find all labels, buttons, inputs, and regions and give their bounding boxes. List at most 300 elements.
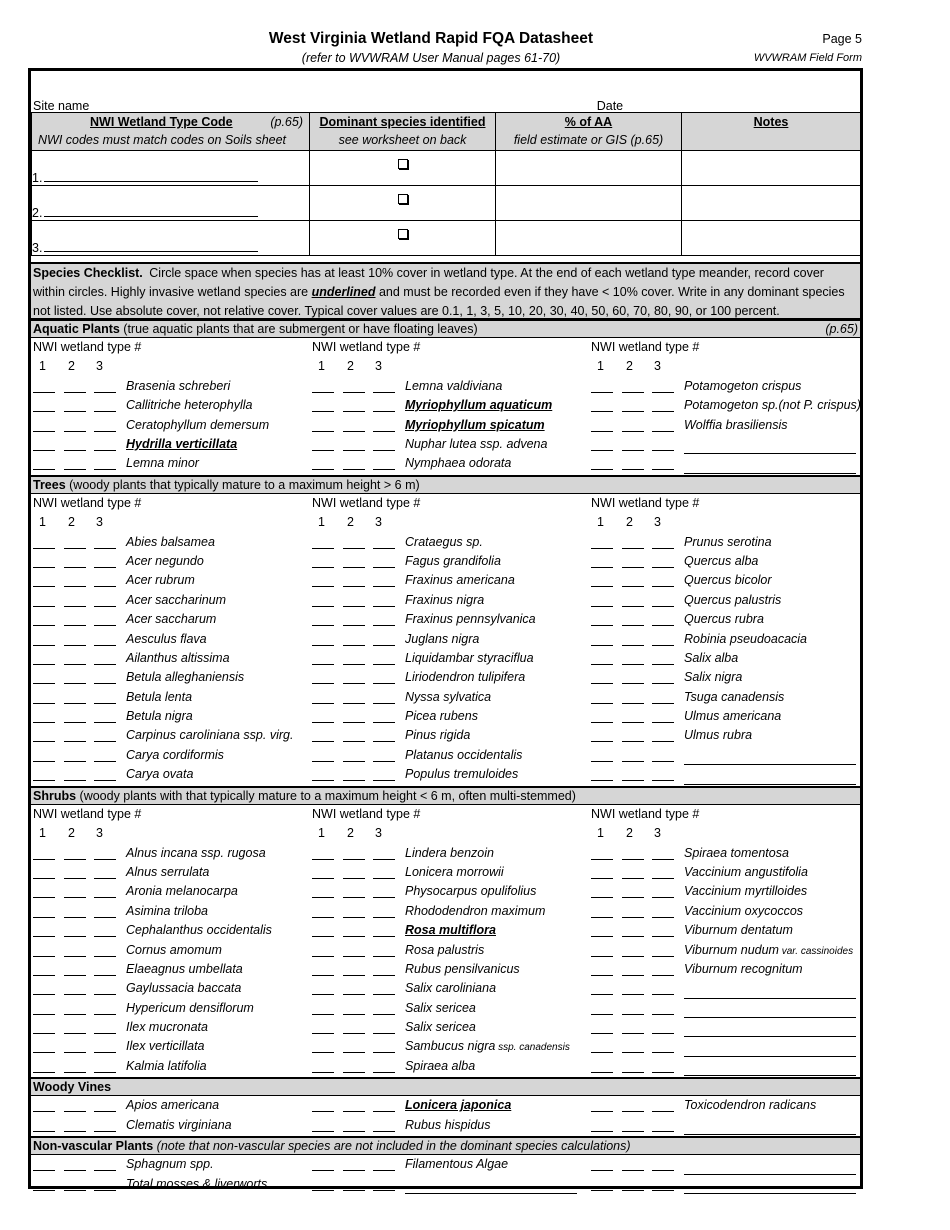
cover-blank[interactable] [373, 411, 395, 412]
cover-blank[interactable] [622, 917, 644, 918]
cover-blank[interactable] [312, 664, 334, 665]
cover-blank[interactable] [591, 1033, 613, 1034]
cover-blank[interactable] [64, 703, 86, 704]
cover-blank[interactable] [622, 1072, 644, 1073]
cover-blank[interactable] [373, 431, 395, 432]
cover-blank[interactable] [652, 567, 674, 568]
cover-blank[interactable] [94, 1190, 116, 1191]
cover-blank[interactable] [373, 761, 395, 762]
cover-blank[interactable] [64, 1072, 86, 1073]
cover-blank[interactable] [622, 450, 644, 451]
cover-blank[interactable] [652, 878, 674, 879]
cover-blank[interactable] [94, 1170, 116, 1171]
cover-blank[interactable] [94, 645, 116, 646]
cover-blank[interactable] [312, 878, 334, 879]
cover-blank[interactable] [591, 431, 613, 432]
cover-blank[interactable] [312, 1111, 334, 1112]
cover-blank[interactable] [591, 392, 613, 393]
cover-blank[interactable] [373, 392, 395, 393]
cover-blank[interactable] [94, 683, 116, 684]
cover-blank[interactable] [622, 878, 644, 879]
cover-blank[interactable] [94, 703, 116, 704]
cover-blank[interactable] [591, 936, 613, 937]
cover-blank[interactable] [33, 741, 55, 742]
cover-blank[interactable] [373, 1131, 395, 1132]
cover-blank[interactable] [591, 994, 613, 995]
cover-blank[interactable] [343, 994, 365, 995]
cover-blank[interactable] [312, 1033, 334, 1034]
cover-blank[interactable] [591, 625, 613, 626]
cover-blank[interactable] [652, 994, 674, 995]
cover-blank[interactable] [343, 411, 365, 412]
cover-blank[interactable] [94, 431, 116, 432]
cover-blank[interactable] [622, 586, 644, 587]
cover-blank[interactable] [312, 1014, 334, 1015]
cover-blank[interactable] [652, 606, 674, 607]
cover-blank[interactable] [652, 780, 674, 781]
cover-blank[interactable] [591, 722, 613, 723]
cover-blank[interactable] [343, 1190, 365, 1191]
cover-blank[interactable] [33, 1014, 55, 1015]
cover-blank[interactable] [33, 1131, 55, 1132]
cover-blank[interactable] [64, 683, 86, 684]
cover-blank[interactable] [312, 411, 334, 412]
cover-blank[interactable] [373, 878, 395, 879]
cover-blank[interactable] [312, 1072, 334, 1073]
cover-blank[interactable] [64, 1131, 86, 1132]
cover-blank[interactable] [312, 1052, 334, 1053]
cover-blank[interactable] [622, 1170, 644, 1171]
cover-blank[interactable] [64, 392, 86, 393]
cover-blank[interactable] [591, 761, 613, 762]
aa-cell[interactable] [496, 221, 682, 256]
cover-blank[interactable] [33, 664, 55, 665]
cover-blank[interactable] [591, 1170, 613, 1171]
cover-blank[interactable] [652, 1131, 674, 1132]
cover-blank[interactable] [64, 450, 86, 451]
cover-blank[interactable] [94, 780, 116, 781]
cover-blank[interactable] [591, 411, 613, 412]
cover-blank[interactable] [94, 897, 116, 898]
cover-blank[interactable] [343, 1072, 365, 1073]
write-in-species-field[interactable] [684, 1193, 856, 1194]
cover-blank[interactable] [94, 761, 116, 762]
cover-blank[interactable] [64, 586, 86, 587]
cover-blank[interactable] [591, 683, 613, 684]
cover-blank[interactable] [343, 917, 365, 918]
cover-blank[interactable] [591, 1014, 613, 1015]
cover-blank[interactable] [64, 859, 86, 860]
cover-blank[interactable] [64, 645, 86, 646]
cover-blank[interactable] [33, 1052, 55, 1053]
cover-blank[interactable] [94, 1033, 116, 1034]
cover-blank[interactable] [622, 722, 644, 723]
cover-blank[interactable] [652, 1111, 674, 1112]
cover-blank[interactable] [312, 741, 334, 742]
cover-blank[interactable] [622, 780, 644, 781]
cover-blank[interactable] [652, 741, 674, 742]
nwi-code-field[interactable] [44, 170, 258, 182]
cover-blank[interactable] [591, 1072, 613, 1073]
cover-blank[interactable] [622, 994, 644, 995]
cover-blank[interactable] [94, 625, 116, 626]
dominant-checkbox[interactable] [398, 229, 408, 239]
cover-blank[interactable] [373, 1190, 395, 1191]
cover-blank[interactable] [591, 567, 613, 568]
cover-blank[interactable] [373, 450, 395, 451]
cover-blank[interactable] [312, 917, 334, 918]
cover-blank[interactable] [343, 606, 365, 607]
cover-blank[interactable] [94, 878, 116, 879]
cover-blank[interactable] [373, 722, 395, 723]
nwi-code-field[interactable] [44, 205, 258, 217]
cover-blank[interactable] [312, 1190, 334, 1191]
cover-blank[interactable] [622, 548, 644, 549]
cover-blank[interactable] [591, 606, 613, 607]
cover-blank[interactable] [622, 645, 644, 646]
cover-blank[interactable] [33, 1170, 55, 1171]
cover-blank[interactable] [312, 722, 334, 723]
aa-cell[interactable] [496, 151, 682, 186]
cover-blank[interactable] [591, 586, 613, 587]
cover-blank[interactable] [373, 703, 395, 704]
cover-blank[interactable] [591, 703, 613, 704]
cover-blank[interactable] [591, 1111, 613, 1112]
cover-blank[interactable] [33, 683, 55, 684]
cover-blank[interactable] [652, 703, 674, 704]
cover-blank[interactable] [591, 450, 613, 451]
cover-blank[interactable] [64, 897, 86, 898]
cover-blank[interactable] [373, 956, 395, 957]
write-in-species-field[interactable] [684, 784, 856, 785]
cover-blank[interactable] [343, 664, 365, 665]
cover-blank[interactable] [33, 722, 55, 723]
cover-blank[interactable] [652, 586, 674, 587]
cover-blank[interactable] [64, 1170, 86, 1171]
cover-blank[interactable] [343, 392, 365, 393]
cover-blank[interactable] [373, 548, 395, 549]
cover-blank[interactable] [373, 1052, 395, 1053]
cover-blank[interactable] [343, 450, 365, 451]
cover-blank[interactable] [64, 548, 86, 549]
cover-blank[interactable] [652, 1190, 674, 1191]
cover-blank[interactable] [94, 956, 116, 957]
cover-blank[interactable] [33, 878, 55, 879]
cover-blank[interactable] [622, 683, 644, 684]
cover-blank[interactable] [312, 392, 334, 393]
cover-blank[interactable] [591, 645, 613, 646]
cover-blank[interactable] [312, 625, 334, 626]
cover-blank[interactable] [591, 975, 613, 976]
cover-blank[interactable] [343, 859, 365, 860]
cover-blank[interactable] [94, 469, 116, 470]
cover-blank[interactable] [652, 450, 674, 451]
cover-blank[interactable] [652, 936, 674, 937]
cover-blank[interactable] [33, 917, 55, 918]
cover-blank[interactable] [312, 859, 334, 860]
cover-blank[interactable] [373, 469, 395, 470]
notes-cell[interactable] [682, 151, 861, 186]
cover-blank[interactable] [343, 956, 365, 957]
cover-blank[interactable] [312, 956, 334, 957]
cover-blank[interactable] [591, 859, 613, 860]
cover-blank[interactable] [312, 1131, 334, 1132]
cover-blank[interactable] [343, 761, 365, 762]
cover-blank[interactable] [33, 975, 55, 976]
cover-blank[interactable] [652, 392, 674, 393]
cover-blank[interactable] [622, 431, 644, 432]
cover-blank[interactable] [343, 936, 365, 937]
cover-blank[interactable] [622, 1014, 644, 1015]
cover-blank[interactable] [373, 897, 395, 898]
cover-blank[interactable] [343, 567, 365, 568]
cover-blank[interactable] [64, 1033, 86, 1034]
cover-blank[interactable] [652, 411, 674, 412]
cover-blank[interactable] [33, 392, 55, 393]
cover-blank[interactable] [33, 936, 55, 937]
cover-blank[interactable] [64, 1052, 86, 1053]
cover-blank[interactable] [373, 664, 395, 665]
cover-blank[interactable] [373, 567, 395, 568]
cover-blank[interactable] [591, 1052, 613, 1053]
cover-blank[interactable] [373, 994, 395, 995]
notes-cell[interactable] [682, 186, 861, 221]
cover-blank[interactable] [591, 1131, 613, 1132]
cover-blank[interactable] [94, 586, 116, 587]
cover-blank[interactable] [343, 469, 365, 470]
cover-blank[interactable] [64, 741, 86, 742]
cover-blank[interactable] [64, 956, 86, 957]
cover-blank[interactable] [652, 956, 674, 957]
cover-blank[interactable] [33, 1111, 55, 1112]
cover-blank[interactable] [652, 859, 674, 860]
cover-blank[interactable] [591, 897, 613, 898]
cover-blank[interactable] [591, 548, 613, 549]
cover-blank[interactable] [64, 975, 86, 976]
write-in-species-field[interactable] [684, 1075, 856, 1076]
cover-blank[interactable] [622, 1052, 644, 1053]
cover-blank[interactable] [343, 1052, 365, 1053]
cover-blank[interactable] [622, 664, 644, 665]
cover-blank[interactable] [64, 411, 86, 412]
nwi-code-field[interactable] [44, 240, 258, 252]
cover-blank[interactable] [373, 936, 395, 937]
cover-blank[interactable] [312, 780, 334, 781]
cover-blank[interactable] [373, 1014, 395, 1015]
cover-blank[interactable] [622, 567, 644, 568]
aa-cell[interactable] [496, 186, 682, 221]
cover-blank[interactable] [94, 859, 116, 860]
cover-blank[interactable] [652, 761, 674, 762]
cover-blank[interactable] [312, 450, 334, 451]
cover-blank[interactable] [622, 741, 644, 742]
cover-blank[interactable] [33, 780, 55, 781]
cover-blank[interactable] [652, 548, 674, 549]
cover-blank[interactable] [622, 897, 644, 898]
cover-blank[interactable] [652, 722, 674, 723]
write-in-species-field[interactable] [684, 473, 856, 474]
cover-blank[interactable] [33, 1072, 55, 1073]
cover-blank[interactable] [591, 1190, 613, 1191]
cover-blank[interactable] [94, 606, 116, 607]
cover-blank[interactable] [64, 431, 86, 432]
cover-blank[interactable] [33, 548, 55, 549]
cover-blank[interactable] [312, 703, 334, 704]
cover-blank[interactable] [373, 606, 395, 607]
cover-blank[interactable] [94, 450, 116, 451]
cover-blank[interactable] [64, 761, 86, 762]
cover-blank[interactable] [373, 1170, 395, 1171]
cover-blank[interactable] [312, 897, 334, 898]
cover-blank[interactable] [652, 1052, 674, 1053]
cover-blank[interactable] [33, 645, 55, 646]
cover-blank[interactable] [373, 917, 395, 918]
cover-blank[interactable] [652, 975, 674, 976]
cover-blank[interactable] [94, 994, 116, 995]
cover-blank[interactable] [33, 1190, 55, 1191]
cover-blank[interactable] [591, 741, 613, 742]
cover-blank[interactable] [343, 1033, 365, 1034]
cover-blank[interactable] [312, 645, 334, 646]
cover-blank[interactable] [94, 1131, 116, 1132]
cover-blank[interactable] [622, 761, 644, 762]
cover-blank[interactable] [591, 780, 613, 781]
cover-blank[interactable] [591, 664, 613, 665]
cover-blank[interactable] [64, 936, 86, 937]
cover-blank[interactable] [343, 586, 365, 587]
cover-blank[interactable] [64, 917, 86, 918]
cover-blank[interactable] [622, 411, 644, 412]
cover-blank[interactable] [312, 431, 334, 432]
cover-blank[interactable] [652, 683, 674, 684]
cover-blank[interactable] [652, 897, 674, 898]
cover-blank[interactable] [64, 469, 86, 470]
cover-blank[interactable] [652, 431, 674, 432]
cover-blank[interactable] [373, 683, 395, 684]
cover-blank[interactable] [33, 606, 55, 607]
cover-blank[interactable] [64, 878, 86, 879]
cover-blank[interactable] [373, 1033, 395, 1034]
cover-blank[interactable] [652, 469, 674, 470]
cover-blank[interactable] [312, 469, 334, 470]
cover-blank[interactable] [652, 1072, 674, 1073]
cover-blank[interactable] [64, 722, 86, 723]
cover-blank[interactable] [94, 741, 116, 742]
cover-blank[interactable] [652, 625, 674, 626]
cover-blank[interactable] [33, 431, 55, 432]
cover-blank[interactable] [622, 703, 644, 704]
write-in-species-field[interactable] [684, 1134, 856, 1135]
cover-blank[interactable] [312, 586, 334, 587]
cover-blank[interactable] [591, 469, 613, 470]
cover-blank[interactable] [94, 1052, 116, 1053]
cover-blank[interactable] [33, 1033, 55, 1034]
cover-blank[interactable] [343, 1170, 365, 1171]
cover-blank[interactable] [373, 1072, 395, 1073]
cover-blank[interactable] [64, 567, 86, 568]
cover-blank[interactable] [622, 625, 644, 626]
cover-blank[interactable] [33, 859, 55, 860]
cover-blank[interactable] [94, 548, 116, 549]
cover-blank[interactable] [33, 897, 55, 898]
cover-blank[interactable] [94, 975, 116, 976]
cover-blank[interactable] [622, 975, 644, 976]
cover-blank[interactable] [591, 878, 613, 879]
cover-blank[interactable] [343, 431, 365, 432]
cover-blank[interactable] [94, 567, 116, 568]
cover-blank[interactable] [33, 450, 55, 451]
cover-blank[interactable] [622, 859, 644, 860]
dominant-checkbox[interactable] [398, 194, 408, 204]
cover-blank[interactable] [94, 1111, 116, 1112]
cover-blank[interactable] [94, 411, 116, 412]
cover-blank[interactable] [64, 625, 86, 626]
cover-blank[interactable] [312, 606, 334, 607]
cover-blank[interactable] [33, 703, 55, 704]
cover-blank[interactable] [343, 741, 365, 742]
cover-blank[interactable] [652, 664, 674, 665]
cover-blank[interactable] [622, 1033, 644, 1034]
cover-blank[interactable] [343, 897, 365, 898]
cover-blank[interactable] [622, 392, 644, 393]
cover-blank[interactable] [312, 1170, 334, 1171]
cover-blank[interactable] [312, 994, 334, 995]
cover-blank[interactable] [591, 917, 613, 918]
cover-blank[interactable] [343, 975, 365, 976]
cover-blank[interactable] [652, 1033, 674, 1034]
cover-blank[interactable] [343, 722, 365, 723]
cover-blank[interactable] [94, 1072, 116, 1073]
cover-blank[interactable] [64, 664, 86, 665]
cover-blank[interactable] [94, 664, 116, 665]
cover-blank[interactable] [94, 392, 116, 393]
cover-blank[interactable] [33, 567, 55, 568]
cover-blank[interactable] [64, 1190, 86, 1191]
cover-blank[interactable] [343, 1111, 365, 1112]
cover-blank[interactable] [343, 703, 365, 704]
cover-blank[interactable] [373, 625, 395, 626]
cover-blank[interactable] [33, 625, 55, 626]
cover-blank[interactable] [33, 956, 55, 957]
cover-blank[interactable] [64, 780, 86, 781]
cover-blank[interactable] [343, 1131, 365, 1132]
cover-blank[interactable] [343, 625, 365, 626]
cover-blank[interactable] [312, 975, 334, 976]
cover-blank[interactable] [373, 645, 395, 646]
cover-blank[interactable] [94, 1014, 116, 1015]
cover-blank[interactable] [64, 994, 86, 995]
cover-blank[interactable] [343, 780, 365, 781]
cover-blank[interactable] [652, 1170, 674, 1171]
cover-blank[interactable] [94, 936, 116, 937]
cover-blank[interactable] [64, 1111, 86, 1112]
cover-blank[interactable] [33, 586, 55, 587]
cover-blank[interactable] [94, 722, 116, 723]
cover-blank[interactable] [373, 859, 395, 860]
cover-blank[interactable] [343, 683, 365, 684]
cover-blank[interactable] [312, 761, 334, 762]
cover-blank[interactable] [33, 469, 55, 470]
cover-blank[interactable] [622, 956, 644, 957]
cover-blank[interactable] [33, 761, 55, 762]
cover-blank[interactable] [94, 917, 116, 918]
cover-blank[interactable] [312, 548, 334, 549]
cover-blank[interactable] [64, 1014, 86, 1015]
cover-blank[interactable] [343, 548, 365, 549]
cover-blank[interactable] [622, 1111, 644, 1112]
dominant-checkbox[interactable] [398, 159, 408, 169]
cover-blank[interactable] [64, 606, 86, 607]
